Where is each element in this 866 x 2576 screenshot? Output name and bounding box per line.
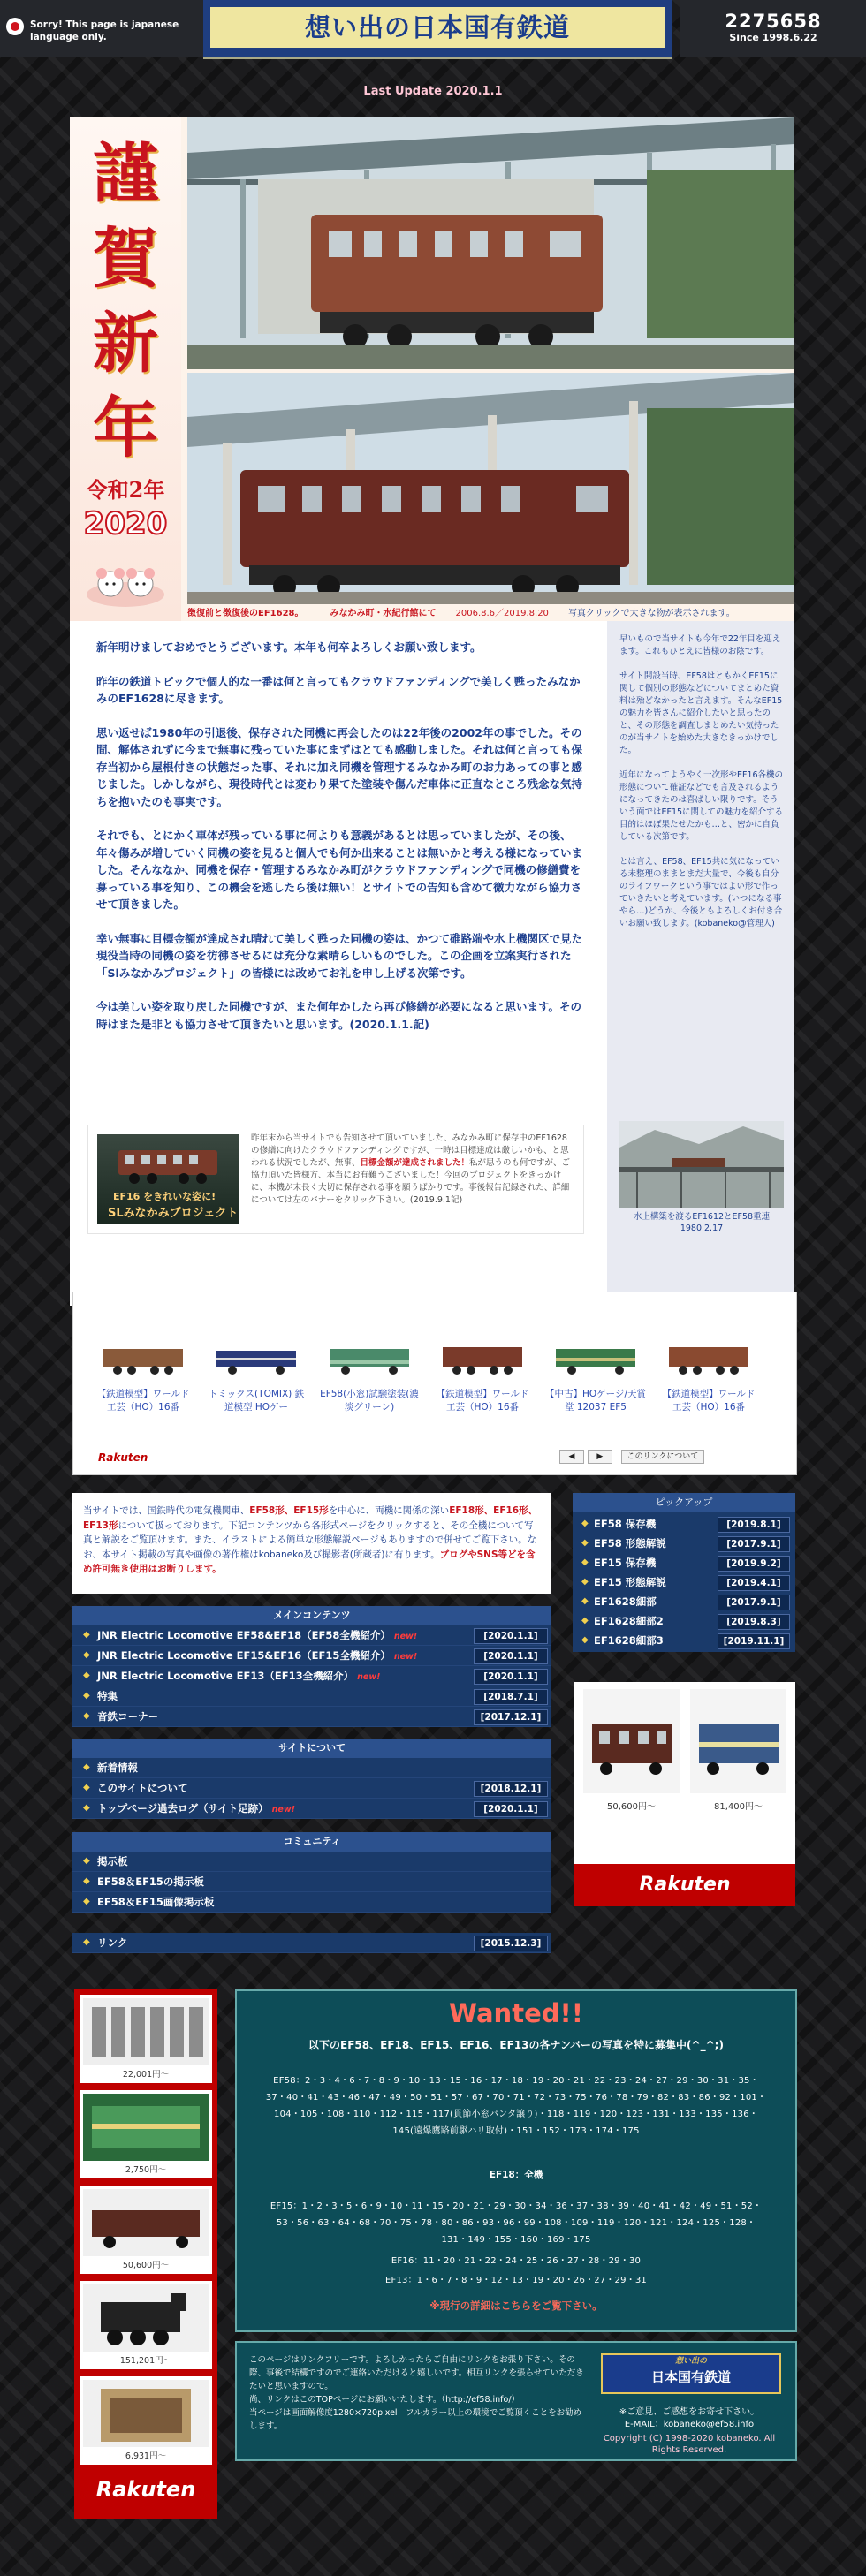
ad-product-image (83, 2284, 209, 2352)
update-date: [2018.12.1] (474, 1781, 548, 1797)
rakuten-logo[interactable]: Rakuten (574, 1864, 795, 1906)
menu-item-special[interactable] (72, 1686, 551, 1707)
logo-subtitle: 想い出の (674, 2357, 707, 2366)
ad-product[interactable] (580, 1689, 683, 1830)
footer-resolution: 当ページは画面解像度1280×720pixel フルカラー以上の環境でご覧頂くことをお勧めします。 (249, 2408, 582, 2431)
ad-product-image (690, 1689, 786, 1793)
new-badge: new! (393, 1632, 418, 1641)
about-link-button[interactable]: このリンクについて (621, 1450, 705, 1464)
bullet-icon: ◆ (83, 1803, 90, 1813)
language-notice: Sorry! This page is japanese language only. (30, 19, 179, 42)
product-model-image (662, 1331, 756, 1381)
bullet-icon: ◆ (83, 1671, 90, 1680)
update-date: [2020.1.1] (474, 1648, 548, 1664)
snow-bridge-image (619, 1121, 784, 1208)
bullet-icon: ◆ (83, 1856, 90, 1866)
sl-banner-caption: EF16 をきれいな姿に! (113, 1191, 216, 1202)
ad-price: 81,400円～ (714, 1802, 763, 1812)
wanted-ef13-list: EF13：1・6・7・8・9・12・13・19・20・26・27・29・31 (384, 2276, 647, 2285)
since-date: Since 1998.6.22 (729, 32, 817, 43)
bullet-icon: ◆ (581, 1519, 589, 1528)
bullet-icon: ◆ (581, 1557, 589, 1567)
update-date: [2019.9.2] (718, 1556, 790, 1572)
ad-price: 6,931円～ (125, 2451, 167, 2461)
pickup-menu (573, 1493, 795, 1652)
menu-item-ef15[interactable] (72, 1646, 551, 1666)
prev-arrow-icon[interactable]: ◀ (559, 1450, 584, 1464)
footer-link-note: 尚、リンクはこのTOPページにお願いいたします。（http://ef58.info/） (249, 2395, 520, 2405)
next-arrow-icon[interactable]: ▶ (588, 1450, 612, 1464)
update-date: [2019.8.3] (718, 1614, 790, 1630)
message-paragraph: 幸い無事に目標金額が達成され晴れて美しく甦った同機の姿は、かつて碓路端や水上機関区で見た現役当時の同機の姿を彷彿させるには充分な素晴らしいものでした。この企画を立案実行された「Slみなかみプロジェクト」の皆様には改めてお礼を申し上げる次第です。 (96, 931, 583, 980)
sidebar-text (619, 633, 784, 943)
pickup-body (573, 1512, 795, 1652)
ad-product-image (83, 2094, 209, 2161)
product-model-image (96, 1331, 190, 1381)
caption-dates: 2006.8.6／2019.8.20 (455, 609, 549, 618)
site-footer (235, 2341, 797, 2461)
locomotive-photo-after[interactable] (187, 373, 794, 604)
wanted-ef15-list: EF15：1・2・3・5・6・9・10・11・15・20・21・29・30・34・36・37・38・39・40・41・42・49・51・52・53・56・63・64・68・70・75・78・80・86・93・96・99・108・109・119・120・121・124・125・128・131・149・155・160・169・175 (270, 2201, 763, 2245)
ad-product-image (83, 1998, 209, 2065)
menu-header: メインコンテンツ (72, 1606, 551, 1625)
pickup-item[interactable] (573, 1611, 795, 1631)
menu-item-image-bbs[interactable] (72, 1892, 551, 1913)
sl-project-banner[interactable] (97, 1134, 239, 1224)
pickup-label: EF15 形態解説 (594, 1576, 666, 1588)
ad-price: 151,201円～ (119, 2356, 172, 2366)
rakuten-product-carousel (72, 1292, 797, 1475)
reiwa-era: 令和2年 (86, 477, 165, 503)
message-paragraph: 昨年の鉄道トピックで個人的な一番は何と言ってもクラウドファンディングで美しく甦ったみなかみのEF1628に尽きます。 (96, 674, 581, 705)
product-title: EF58(小窓)試験塗装(濃淡グリーン) (320, 1389, 419, 1413)
sl-notice-text: 私が思うのも何ですが、ご協力頂いた皆様方、本当にお有難うございました！今回のプロジェクトをきっかけに、本機が末長く大切に保存される事を願うばかりです。事後報告記録された、詳細については左のバナーをクリック下さい。(2019.9.1記) (251, 1158, 571, 1205)
wanted-title: Wanted!! (449, 1998, 583, 2028)
new-year-message (70, 621, 607, 1306)
update-date: [2015.12.3] (474, 1936, 548, 1951)
wanted-ef58-list: EF58：2・3・4・6・7・8・9・10・13・15・16・17・18・19・20・21・22・23・24・27・29・30・31・35・37・40・41・43・46・47・49・50・51・57・67・70・71・72・73・75・76・78・79・82・83・86・92・101・104・105・108・110・112・115・117(貫節小窓パンタ譲り)・118・119・120・123・131・133・135・136・145(遠爆鷹路前駆ハリ取付)・151・152・173・174・175 (265, 2076, 767, 2136)
title-plate (210, 7, 665, 48)
caption-subject: 徴復前と徴復後のEF1628。 (187, 609, 304, 618)
update-date: [2020.1.1] (474, 1628, 548, 1644)
update-date: [2019.4.1] (718, 1575, 790, 1591)
counter-box (680, 0, 866, 57)
site-header (0, 0, 866, 57)
rakuten-product-item[interactable] (91, 1331, 195, 1428)
pickup-label: EF58 形態解説 (594, 1537, 666, 1549)
rakuten-product-item[interactable] (657, 1331, 761, 1428)
intro-highlight: EF58形、EF15形 (249, 1505, 329, 1516)
rakuten-product-item[interactable] (204, 1331, 308, 1428)
pickup-label: EF1628細部 (594, 1595, 657, 1608)
menu-item-history[interactable] (72, 1799, 551, 1819)
sl-notice-text: 昨年末から当サイトでも告知させて頂いていました、みなかみ町に保存中のEF1628の修繕に向けたクラウドファンディングですが、一時は目標達成は厳しいかも、と思われる状況でしたが、無事、 (251, 1133, 569, 1168)
sl-notice-highlight: 目標金額が達成されました！ (360, 1158, 470, 1168)
locomotive-photo-before-image (187, 117, 794, 369)
menu-header: サイトについて (72, 1739, 551, 1758)
caption-place: みなかみ町・水紀行館にて (330, 609, 437, 618)
sl-project-box (87, 1125, 584, 1234)
sidebar-note (607, 621, 794, 1306)
carousel-pager (559, 1450, 704, 1464)
bullet-icon: ◆ (83, 1762, 90, 1772)
bullet-icon: ◆ (83, 1630, 90, 1640)
pickup-item[interactable] (573, 1534, 795, 1553)
menu-item-about[interactable] (72, 1778, 551, 1799)
menu-item-sound[interactable] (72, 1707, 551, 1727)
sl-project-locomotive-icon (97, 1134, 239, 1187)
links-menu (72, 1933, 551, 1953)
sidebar-paragraph: 早いもので当サイトも今年で22年目を迎えます。これもひとえに皆様のお陰です。 (619, 634, 781, 656)
snow-bridge-photo[interactable] (619, 1121, 784, 1208)
year-label: 2020 (83, 506, 168, 542)
update-date: [2020.1.1] (474, 1669, 548, 1685)
pickup-label: EF1628細部3 (594, 1634, 664, 1647)
menu-item-bbs-ef58-ef15[interactable] (72, 1872, 551, 1892)
sidebar-photo-caption: 水上構築を渡るEF1612とEF58重連 1980.2.17 (633, 1212, 771, 1233)
pickup-header: ピックアップ (573, 1493, 795, 1512)
community-menu (72, 1832, 551, 1913)
title-box (203, 0, 672, 59)
product-title: 【鉄道模型】ワールド工芸（HO）16番 (436, 1389, 529, 1413)
about-site-menu (72, 1739, 551, 1819)
message-section (70, 621, 794, 1306)
pickup-item[interactable] (573, 1631, 795, 1650)
rakuten-product-item[interactable] (430, 1331, 535, 1428)
menu-item-label: 音鉄コーナー (97, 1710, 158, 1723)
pickup-item[interactable] (573, 1572, 795, 1592)
ad-product[interactable] (80, 2376, 212, 2465)
sl-project-notice (251, 1133, 574, 1207)
footer-linkfree: このページはリンクフリーです。よろしかったらご自由にリンクをお張り下さい。その際、事後で結構ですのでご連絡いただけると嬉しいです。相互リンクを張らせていただきたいと思いますので。 (249, 2355, 584, 2391)
new-year-banner (70, 117, 794, 621)
menu-item-label: 掲示板 (97, 1855, 128, 1868)
product-model-image (209, 1331, 303, 1381)
intro-part: を中心に、両機に関係の深い (328, 1505, 450, 1516)
menu-item-label: JNR Electric Locomotive EF13（EF13全機紹介） (97, 1670, 354, 1682)
visitor-counter: 2275658 (725, 11, 822, 32)
rakuten-product-item[interactable] (317, 1331, 422, 1428)
new-year-greeting: 謹賀新年 (93, 136, 158, 466)
menu-item-news[interactable] (72, 1758, 551, 1778)
message-paragraph: 今は美しい姿を取り戻した同機ですが、また何年かしたら再び修繕が必要になると思います。その時はまた是非とも協力させて頂きたいと思います。(2020.1.1.記) (96, 1000, 582, 1031)
menu-item-label: リンク (97, 1936, 128, 1949)
locomotive-photo-after-image (187, 373, 794, 604)
ad-price: 2,750円～ (125, 2165, 167, 2175)
ad-product[interactable] (80, 2090, 212, 2178)
product-title: 【鉄道模型】ワールド工芸（HO）16番 (662, 1389, 756, 1413)
intro-part: 当サイトでは、国鉄時代の電気機関車、 (83, 1505, 250, 1516)
bullet-icon: ◆ (83, 1650, 90, 1660)
product-model-image (549, 1331, 642, 1381)
mice-illustration-icon (84, 559, 167, 609)
rakuten-ad-left (74, 1989, 217, 2519)
update-date: [2020.1.1] (474, 1801, 548, 1817)
wanted-details-link[interactable]: ※現行の詳細はこちらをご覧下さい。 (429, 2299, 603, 2312)
sl-banner-title: SLみなかみプロジェクト (108, 1207, 239, 1220)
sidebar-paragraph: とは言え、EF58、EF15共に気になっている未整理のままとまだ大量で、今後も自分のライフワークという事ではよい形で作っていきたいと考えています。(いつになる事やら…)どうか、今後ともよろしくお付き合いお願い致します。(kobaneko@管理人) (619, 857, 783, 928)
sidebar-paragraph: サイト開設当時、EF58はともかくEF15に関して個別の形態などについてまとめた資料は殆どなかったと言えます。そんなEF15の魅力を皆さんに紹介したいと思ったのと、その形態を調査しまとめたい気持ったのが当サイトを始めた大きなきっかけでした。 (619, 671, 783, 755)
ad-price: 22,001円～ (122, 2070, 170, 2080)
wanted-ef16-list: EF16：11・20・21・22・24・25・26・27・28・29・30 (391, 2256, 642, 2266)
photo-caption (187, 606, 794, 621)
bullet-icon: ◆ (581, 1596, 589, 1606)
product-title: 【中古】HOゲージ/天賞堂 12037 EF5 (545, 1389, 646, 1413)
menu-item-ef58[interactable] (72, 1625, 551, 1646)
menu-item-label: EF58＆EF15画像掲示板 (97, 1896, 215, 1908)
menu-item-label: このサイトについて (97, 1782, 188, 1794)
email-link[interactable]: E-MAIL：kobaneko@ef58.info (624, 2420, 755, 2429)
footer-text (249, 2353, 585, 2433)
menu-body (72, 1852, 551, 1913)
menu-body (72, 1625, 551, 1727)
ad-product-image (83, 2380, 209, 2447)
sidebar-paragraph: 近年になってようやく一次形やEF16各機の形態について確証などでも言及されるようになってきたのは喜ばしい限りです。そういう面ではEF15に関しての魅力を紹介する目的はほぼ果たせたかも…と、密かに自負している次第です。 (619, 770, 784, 842)
new-badge: new! (357, 1672, 381, 1682)
menu-item-label: EF58＆EF15の掲示板 (97, 1875, 204, 1888)
main-contents-menu (72, 1606, 551, 1727)
pickup-label: EF15 保存機 (594, 1557, 657, 1569)
pickup-item[interactable] (573, 1592, 795, 1611)
last-update: Last Update 2020.1.1 (363, 85, 503, 98)
bullet-icon: ◆ (581, 1635, 589, 1645)
intro-warning: ブログやSNS等どを含め許可無き使用はお断りします。 (83, 1549, 536, 1574)
intro-text (83, 1504, 543, 1577)
menu-item-links[interactable] (72, 1933, 551, 1953)
pickup-item[interactable] (573, 1514, 795, 1534)
language-notice-box (0, 0, 204, 57)
intro-part: について扱っております。下記コンテンツから各形式ページをクリックすると、その全機について写真と解説をご覧頂けます。また、イラストによる簡単な形態解説ページもありますので併せてご覧下さい。なお、本サイト掲載の写真や画像の著作権はkobaneko及び撮影者(所蔵者)に有ります。 (83, 1519, 537, 1560)
menu-item-label: JNR Electric Locomotive EF58&EF18（EF58全機紹介） (97, 1629, 391, 1641)
update-date: [2018.7.1] (474, 1689, 548, 1705)
bullet-icon: ◆ (581, 1577, 589, 1587)
ad-product[interactable] (687, 1689, 790, 1830)
menu-body (72, 1758, 551, 1819)
menu-item-bbs[interactable] (72, 1852, 551, 1872)
pickup-label: EF1628細部2 (594, 1615, 664, 1627)
copyright: Copyright (C) 1998-2020 kobaneko. All Rights Reserved. (603, 2434, 776, 2455)
bullet-icon: ◆ (581, 1616, 589, 1625)
pickup-item[interactable] (573, 1553, 795, 1572)
bullet-icon: ◆ (83, 1937, 90, 1947)
new-year-card (70, 117, 181, 621)
contact-info (594, 2406, 785, 2431)
product-title: 【鉄道模型】ワールド工芸（HO）16番 (96, 1389, 190, 1413)
update-date: [2019.8.1] (718, 1517, 790, 1533)
ad-product-image (583, 1689, 680, 1793)
site-title[interactable]: 想い出の日本国有鉄道 (304, 12, 570, 42)
ad-price: 50,600円～ (122, 2261, 170, 2270)
ad-product[interactable] (80, 2186, 212, 2274)
ad-product[interactable] (80, 2281, 212, 2369)
logo-title: 日本国有鉄道 (650, 2369, 731, 2385)
intro-highlight: EF18形、EF16形、EF13形 (83, 1505, 538, 1531)
new-badge: new! (393, 1652, 418, 1662)
site-banner-logo[interactable] (601, 2353, 781, 2394)
message-paragraph: 新年明けましておめでとうございます。本年も何卒よろしくお願い致します。 (96, 640, 482, 654)
bullet-icon: ◆ (581, 1538, 589, 1548)
menu-item-label: JNR Electric Locomotive EF15&EF16（EF15全機紹介） (97, 1649, 391, 1662)
japan-flag-icon (5, 17, 25, 36)
message-paragraph: 思い返せば1980年の引退後、保存された同機に再会したのは22年後の2002年の事でした。その間、解体されずに今まで無事に残っていた事にまずはとても感動しました。それは何と言っても保存当初から屋根付きの状態だった事、それに加え同機を管理するみなかみ町のお力あっての事と感じました。しかしながら、現役時代とは変わり果てた塗装や傷んだ車体に正直なところ残念な気持ちを抱いたのも事実です。 (96, 725, 583, 808)
product-model-image (323, 1331, 416, 1381)
menu-item-ef13[interactable] (72, 1666, 551, 1686)
update-date: [2017.9.1] (718, 1595, 790, 1610)
wanted-ef18: EF18：全機 (489, 2170, 543, 2180)
rakuten-ad-right (574, 1682, 795, 1906)
bullet-icon: ◆ (83, 1783, 90, 1792)
product-title: トミックス(TOMIX) 鉄道模型 HOゲー (208, 1389, 305, 1413)
message-body (96, 639, 588, 1049)
ad-product-image (83, 2189, 209, 2256)
caption-hint: 写真クリックで大きな物が表示されます。 (567, 609, 735, 618)
rakuten-logo[interactable]: Rakuten (98, 1451, 148, 1464)
ad-price: 50,600円～ (607, 1802, 656, 1812)
rakuten-product-item[interactable] (543, 1331, 648, 1428)
product-model-image (436, 1331, 529, 1381)
bullet-icon: ◆ (83, 1691, 90, 1701)
ad-product[interactable] (80, 1995, 212, 2083)
locomotive-photo-before[interactable] (187, 117, 794, 369)
bullet-icon: ◆ (83, 1711, 90, 1721)
menu-body (72, 1933, 551, 1953)
pickup-label: EF58 保存機 (594, 1518, 657, 1530)
menu-header: コミュニティ (72, 1832, 551, 1852)
update-date: [2017.12.1] (474, 1709, 548, 1725)
wanted-subtitle: 以下のEF58、EF18、EF15、EF16、EF13の各ナンバーの写真を特に募集中(^_^;) (308, 2039, 724, 2051)
update-date: [2017.9.1] (718, 1536, 790, 1552)
menu-item-label: トップページ過去ログ（サイト足跡） (97, 1802, 269, 1815)
bullet-icon: ◆ (83, 1897, 90, 1906)
site-intro (72, 1493, 551, 1594)
message-paragraph: それでも、とにかく車体が残っている事に何よりも意義があるとは思っていましたが、その後、年々傷みが増していく同機の姿を見ると個人でも何か出来ることは無いかと考える様になっていました。そんななか、同機を保存・管理するみなかみ町がクラウドファンディングで同機の修繕費を募っている事を知り、この機会を逃したら後は無い！とサイトでの告知も含めて微力ながら協力させて頂きました。 (96, 829, 583, 911)
new-badge: new! (271, 1805, 295, 1815)
wanted-box (235, 1989, 797, 2332)
update-date: [2019.11.1] (718, 1633, 790, 1649)
bullet-icon: ◆ (83, 1876, 90, 1886)
menu-item-label: 新着情報 (97, 1762, 138, 1774)
menu-item-label: 特集 (97, 1690, 118, 1702)
contact-note: ※ご意見、ご感想をお寄せ下さい。 (619, 2407, 760, 2417)
rakuten-logo[interactable]: Rakuten (95, 2477, 196, 2502)
